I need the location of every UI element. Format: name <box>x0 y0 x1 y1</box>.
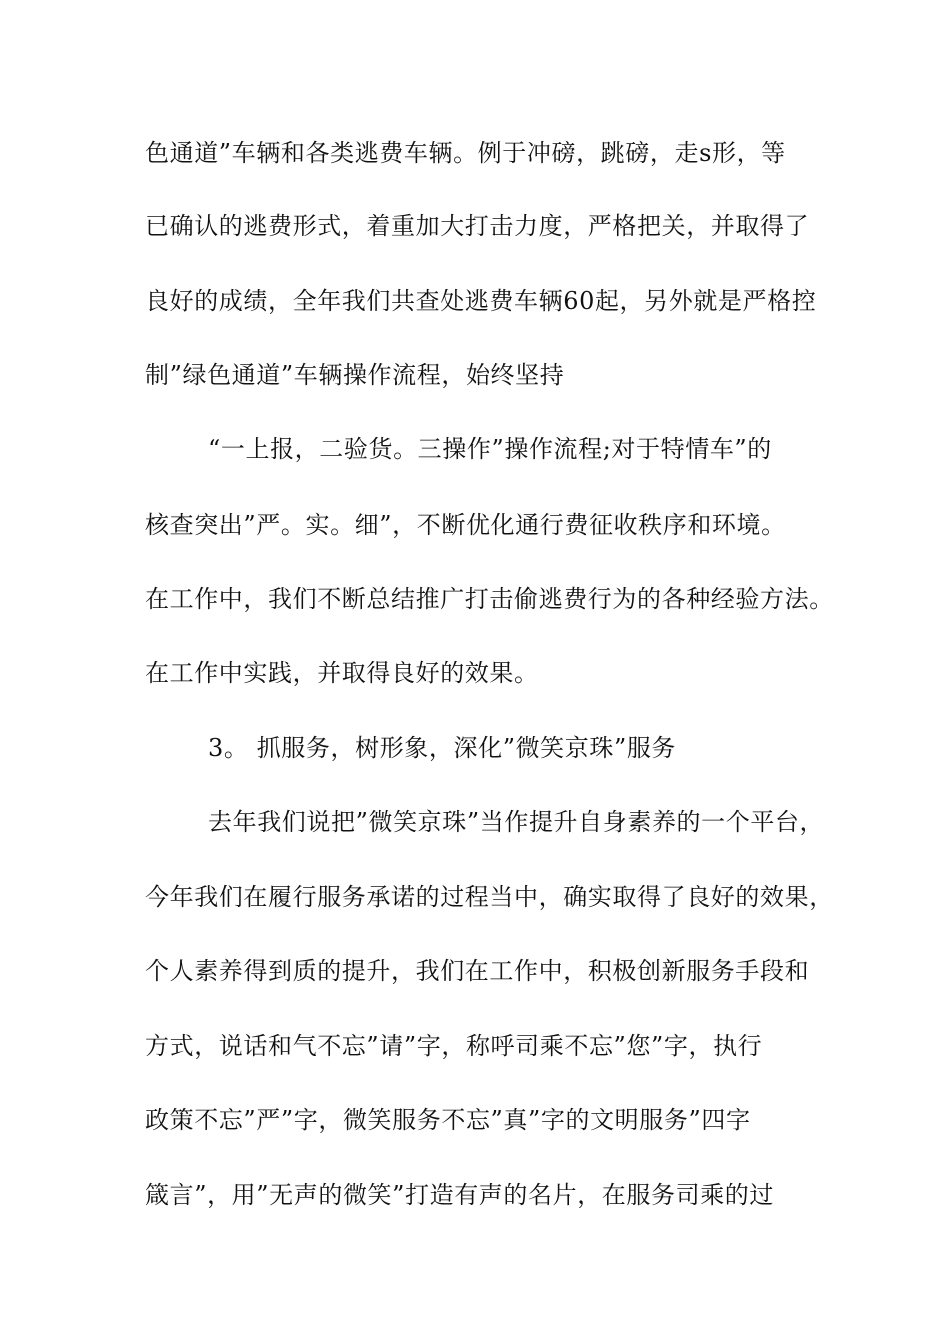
text-line-12: 个人素养得到质的提升，我们在工作中，积极创新服务手段和 <box>145 957 810 985</box>
text-line-6: 核查突出”严。实。细”，不断优化通行费征收秩序和环境。 <box>145 511 786 539</box>
text-line-8: 在工作中实践，并取得良好的效果。 <box>145 659 539 687</box>
text-line-3: 良好的成绩，全年我们共查处逃费车辆60起，另外就是严格控 <box>145 287 817 315</box>
text-line-2: 已确认的逃费形式，着重加大打击力度，严格把关，并取得了 <box>145 212 810 240</box>
text-line-1: 色通道”车辆和各类逃费车辆。例于冲磅，跳磅，走s形，等 <box>145 139 786 167</box>
text-line-5: “一上报，二验货。三操作”操作流程;对于特情车”的 <box>208 435 772 463</box>
text-line-13: 方式，说话和气不忘”请”字，称呼司乘不忘”您”字，执行 <box>145 1032 763 1060</box>
text-line-14: 政策不忘”严”字，微笑服务不忘”真”字的文明服务”四字 <box>145 1106 751 1134</box>
text-line-10: 去年我们说把”微笑京珠”当作提升自身素养的一个平台， <box>208 808 825 836</box>
text-line-15: 箴言”，用”无声的微笑”打造有声的名片，在服务司乘的过 <box>145 1181 775 1209</box>
text-line-11: 今年我们在履行服务承诺的过程当中，确实取得了良好的效果， <box>145 883 834 911</box>
section-heading: 3。 抓服务，树形象，深化”微笑京珠”服务 <box>208 734 677 762</box>
text-line-4: 制”绿色通道”车辆操作流程，始终坚持 <box>145 361 565 389</box>
text-line-7: 在工作中，我们不断总结推广打击偷逃费行为的各种经验方法。 <box>145 585 834 613</box>
